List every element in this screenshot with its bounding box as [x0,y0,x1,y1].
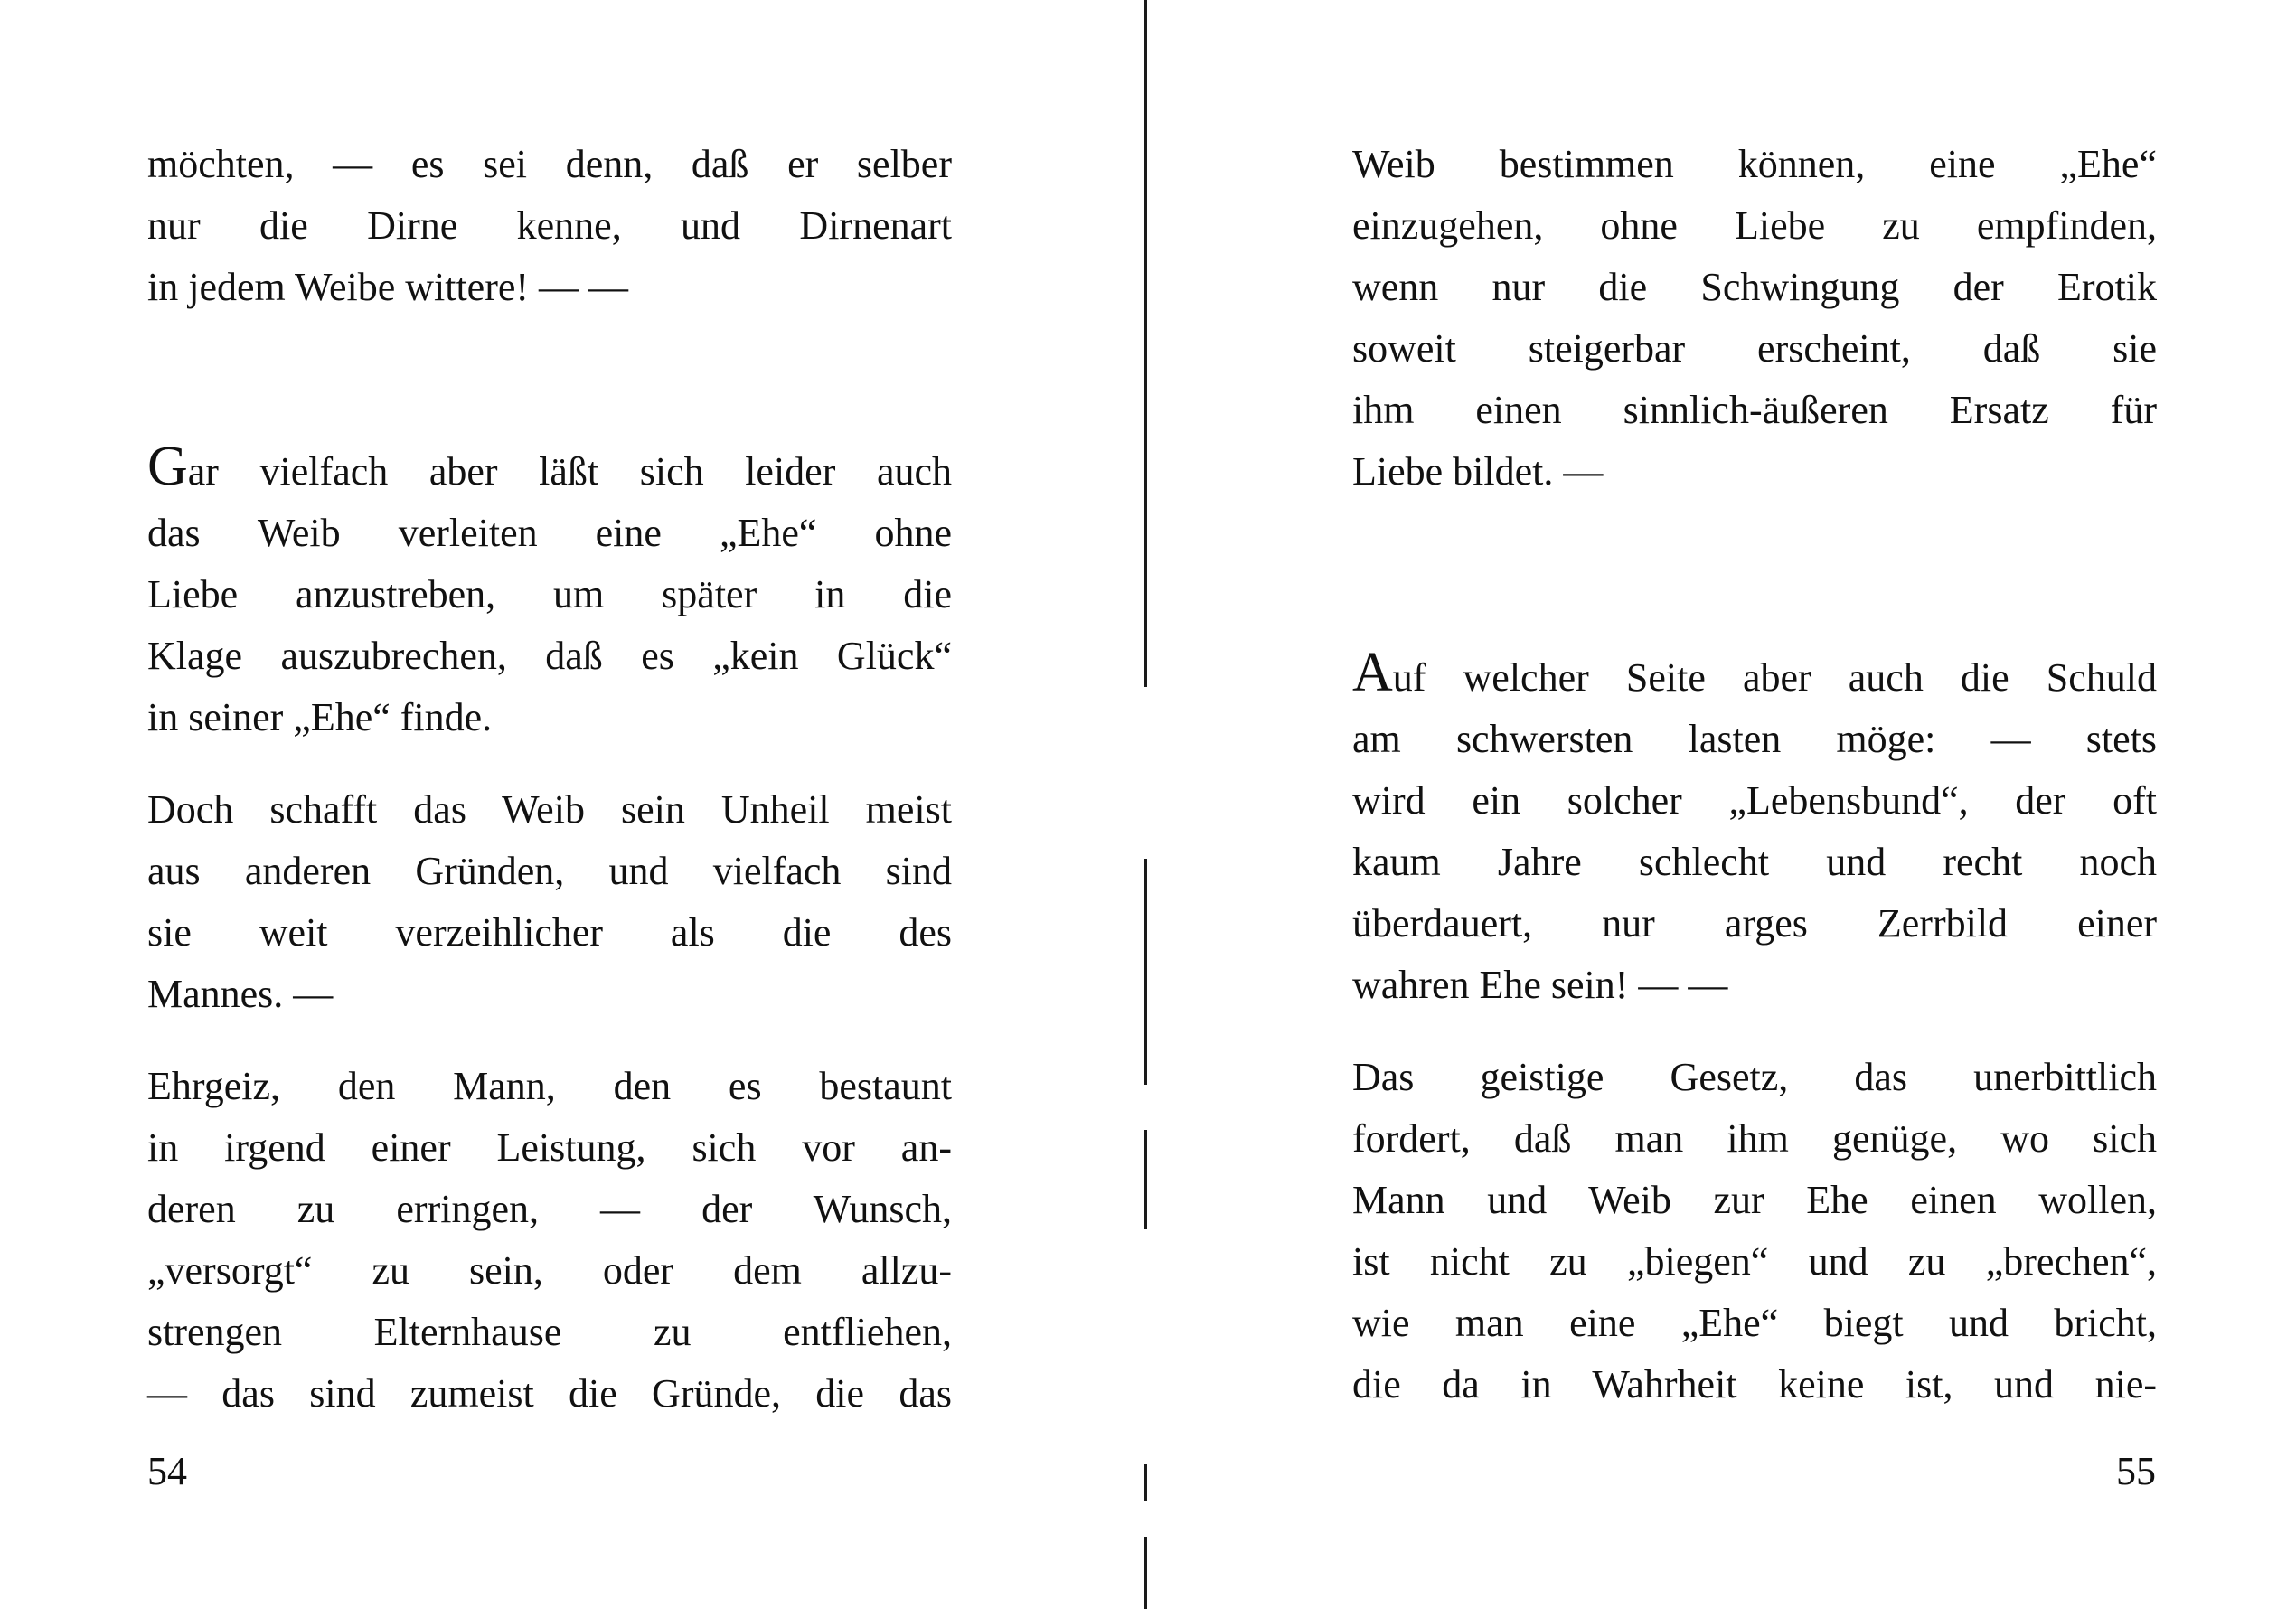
page-number: 54 [147,1449,187,1493]
text-line: fordert, daß man ihm genüge, wo sich [1352,1116,2157,1161]
text-line: „versorgt“ zu sein, oder dem allzu- [147,1248,952,1293]
text-line: Mannes. — [147,972,334,1016]
drop-initial: G [147,436,188,497]
paragraph [147,436,952,748]
text-line: Ehrgeiz, den Mann, den es bestaunt [147,1064,952,1108]
text-line: wahren Ehe sein! — — [1352,963,1728,1007]
paragraph [1352,1047,2157,1416]
text-line [1352,642,2157,709]
text-line: ihm einen sinnlich-äußeren Ersatz für [1352,388,2157,432]
text-line: soweit steigerbar erscheint, daß sie [1352,326,2157,371]
text-line: wenn nur die Schwingung der Erotik [1352,265,2157,309]
text-line: die da in Wahrheit keine ist, und nie- [1352,1362,2157,1407]
text-line: Liebe anzustreben, um später in die [147,572,952,616]
text-line: wird ein solcher „Lebensbund“, der oft [1352,778,2157,823]
initial [1352,642,2157,703]
text-line: aus anderen Gründen, und vielfach sind [147,849,952,893]
right-page-text [1352,134,2157,1416]
text-line: deren zu erringen, — der Wunsch, [147,1187,952,1231]
text-line: Weib bestimmen können, eine „Ehe“ [1352,142,2157,186]
initial [147,436,952,497]
text-line: kaum Jahre schlecht und recht noch [1352,840,2157,884]
right-page [1148,0,2296,1609]
text-line: in irgend einer Leistung, sich vor an- [147,1125,952,1170]
text-line: ist nicht zu „biegen“ und zu „brechen“, [1352,1239,2157,1284]
text-line: Liebe bildet. — [1352,449,1604,494]
paragraph [1352,642,2157,1016]
text-line: in seiner „Ehe“ finde. [147,695,493,739]
book-gutter [1144,0,1147,1609]
text-line: Mann und Weib zur Ehe einen wollen, [1352,1178,2157,1222]
text-line [147,436,952,503]
text-line: Klage auszubrechen, daß es „kein Glück“ [147,634,952,678]
text-line: sie weit verzeihlicher als die des [147,910,952,955]
text-line: wie man eine „Ehe“ biegt und bricht, [1352,1301,2157,1345]
paragraph [147,134,952,318]
text-line: Das geistige Gesetz, das unerbittlich [1352,1055,2157,1099]
text-line: am schwersten lasten möge: — stets [1352,717,2157,761]
paragraph [1352,134,2157,503]
text-line: einzugehen, ohne Liebe zu empfinden, [1352,203,2157,248]
left-page-text [147,134,952,1425]
text-line: möchten, — es sei denn, daß er selber [147,142,952,186]
page-number: 55 [2116,1449,2156,1493]
text-line: — das sind zumeist die Gründe, die das [147,1371,952,1416]
text-line: nur die Dirne kenne, und Dirnenart [147,203,952,248]
text-line: Doch schafft das Weib sein Unheil meist [147,787,952,832]
paragraph [147,779,952,1025]
paragraph [147,1056,952,1425]
text-line-rest: uf welcher Seite aber auch die Schuld [1392,655,2157,700]
drop-initial: A [1352,642,1393,703]
text-line: das Weib verleiten eine „Ehe“ ohne [147,511,952,555]
text-line: überdauert, nur arges Zerrbild einer [1352,901,2157,946]
text-line-rest: ar vielfach aber läßt sich leider auch [187,449,952,494]
text-line: in jedem Weibe wittere! — — [147,265,629,309]
text-line: strengen Elternhause zu entfliehen, [147,1310,952,1354]
